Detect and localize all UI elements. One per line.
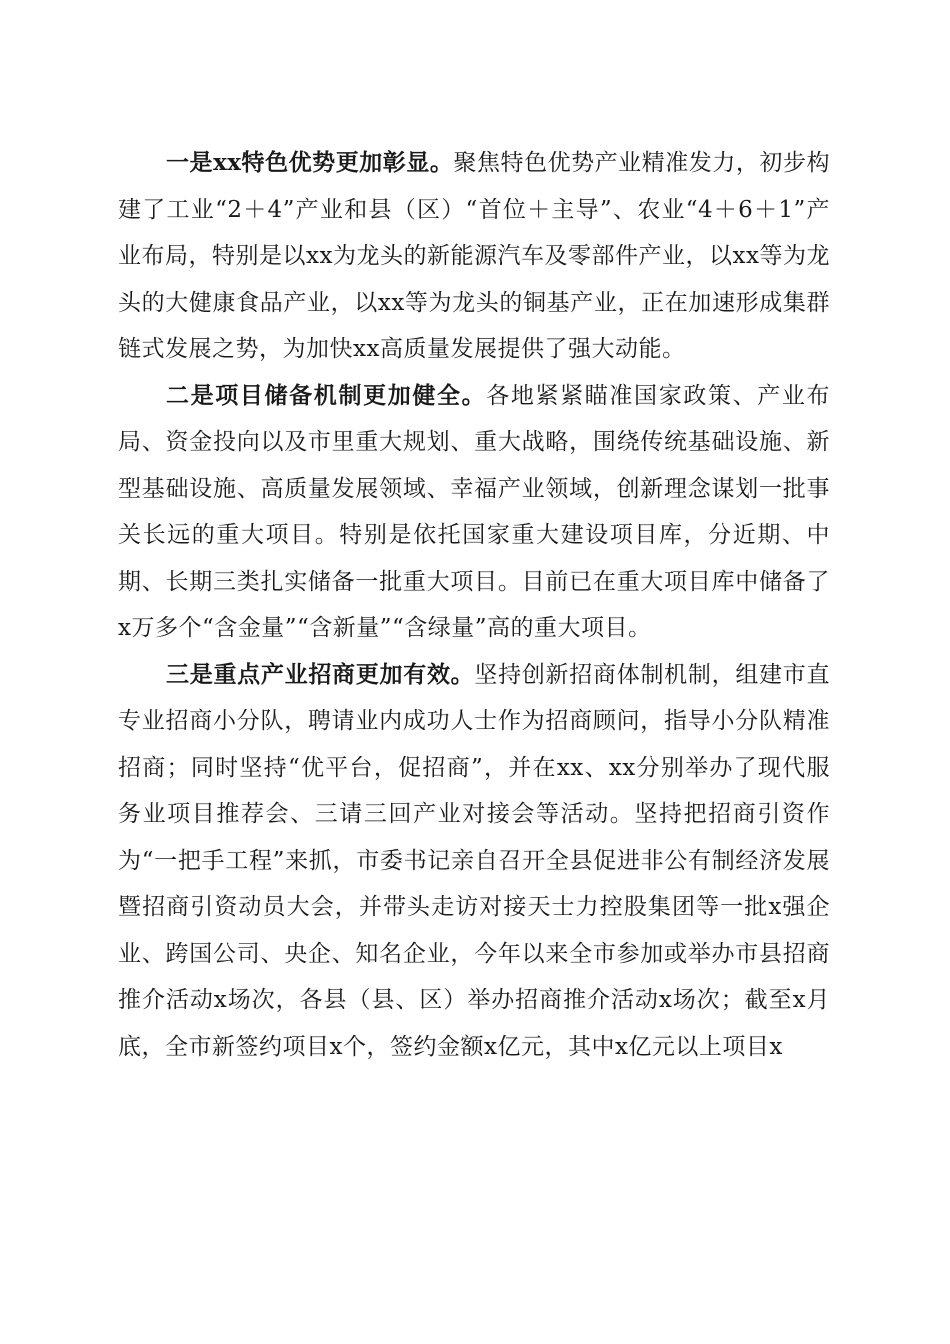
paragraph-1	[118, 140, 830, 373]
document-body	[118, 140, 830, 1070]
paragraph-1-lead: 一是xx特色优势更加彰显。	[166, 149, 454, 176]
paragraph-3	[118, 652, 830, 1071]
paragraph-1-text: 聚焦特色优势产业精准发力，初步构建了工业“2＋4”产业和县（区）“首位＋主导”、农业“4＋6＋1”产业布局，特别是以xx为龙头的新能源汽车及零部件产业，以xx等为龙头的大健康食品产业，以xx等为龙头的铜基产业，正在加速形成集群链式发展之势，为加快xx高质量发展提供了强大动能。	[118, 150, 830, 362]
paragraph-2	[118, 373, 830, 652]
paragraph-3-lead: 三是重点产业招商更加有效。	[166, 660, 475, 688]
paragraph-3-text: 坚持创新招商体制机制，组建市直专业招商小分队，聘请业内成功人士作为招商顾问，指导小分队精准招商；同时坚持“优平台，促招商”，并在xx、xx分别举办了现代服务业项目推荐会、三请三回产业对接会等活动。坚持把招商引资作为“一把手工程”来抓，市委书记亲自召开全县促进非公有制经济发展暨招商引资动员大会，并带头走访对接天士力控股集团等一批x强企业、跨国公司、央企、知名企业，今年以来全市参加或举办市县招商推介活动x场次，各县（县、区）举办招商推介活动x场次；截至x月底，全市新签约项目x个，签约金额x亿元，其中x亿元以上项目x	[118, 661, 831, 1060]
paragraph-2-lead: 二是项目储备机制更加健全。	[166, 381, 487, 409]
paragraph-2-text: 各地紧紧瞄准国家政策、产业布局、资金投向以及市里重大规划、重大战略，围绕传统基础设施、新型基础设施、高质量发展领域、幸福产业领域，创新理念谋划一批事关长远的重大项目。特别是依托国家重大建设项目库，分近期、中期、长期三类扎实储备一批重大项目。目前已在重大项目库中储备了x万多个“含金量”“含新量”“含绿量”高的重大项目。	[118, 382, 831, 641]
